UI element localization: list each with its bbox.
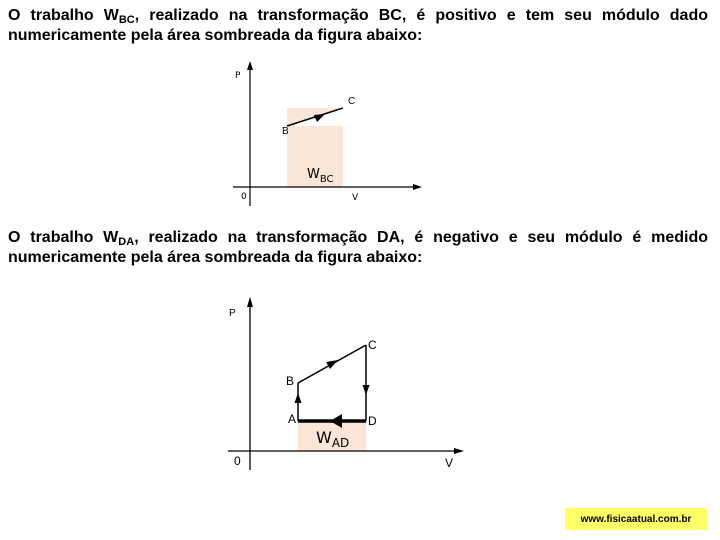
paragraph-work-da-text-end: , realizado na transformação DA, é negativo e seu módulo é medido numericamente pela área sombreada da figura abaixo: (8, 229, 708, 266)
website-footer-badge (565, 508, 707, 530)
v-axis-label: V (445, 456, 454, 470)
point-b-label: B (286, 374, 295, 388)
paragraph-work-da-text-start: O trabalho W (8, 229, 119, 246)
figure-pv-diagram-bc (225, 58, 425, 208)
work-bc-subscript: BC (319, 174, 334, 185)
work-ad-symbol: W (316, 428, 332, 447)
point-a-label: A (288, 412, 297, 426)
origin-label: 0 (241, 192, 247, 202)
paragraph-work-bc-text-end: , realizado na transformação BC, é positivo e tem seu módulo dado numericamente pela área sombreada da figura abaixo: (8, 7, 708, 44)
point-d-label: D (368, 414, 377, 428)
origin-label: 0 (234, 454, 241, 468)
v-axis-label: V (352, 193, 359, 203)
arrow-ab-icon (295, 393, 302, 403)
v-axis-arrow-icon (413, 184, 422, 190)
point-c-label: C (368, 338, 377, 352)
p-axis-arrow-icon (247, 61, 253, 70)
work-ad-subscript: AD (331, 436, 350, 450)
v-axis-arrow-icon (454, 448, 464, 454)
website-footer-text: www.fisicaatual.com.br (580, 513, 692, 525)
arrow-cd-icon (363, 385, 370, 395)
point-b-label: B (282, 126, 289, 137)
paragraph-work-bc-text-start: O trabalho W (8, 7, 119, 24)
p-axis-label: P (229, 308, 236, 319)
paragraph-work-da (8, 228, 708, 268)
figure-pv-cycle-abcd (220, 295, 470, 480)
paragraph-work-bc (8, 6, 708, 46)
point-c-label: C (348, 96, 356, 107)
p-axis-arrow-icon (247, 297, 253, 307)
paragraph-work-da-subscript: DA (118, 236, 135, 248)
work-bc-symbol: W (307, 167, 320, 182)
arrow-bc-icon (326, 360, 338, 369)
paragraph-work-bc-subscript: BC (118, 14, 135, 26)
p-axis-label: P (235, 71, 241, 81)
